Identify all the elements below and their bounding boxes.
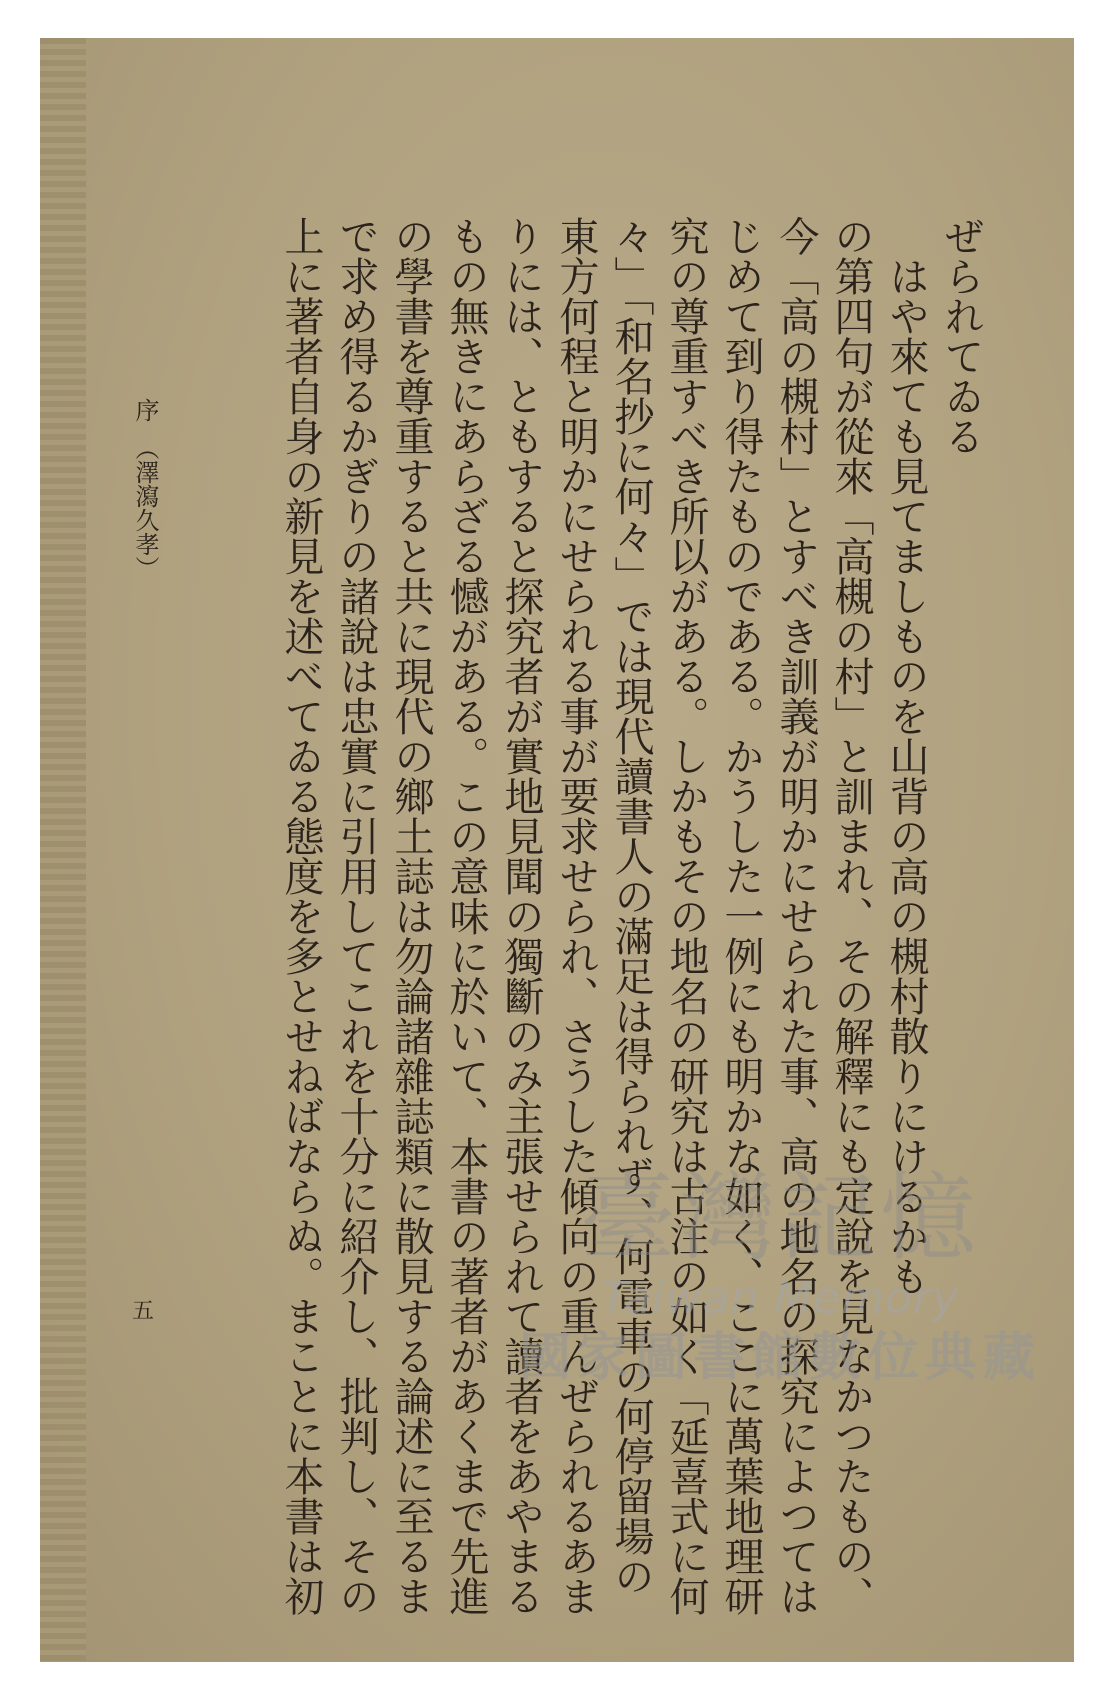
author-name: （澤瀉久孝） xyxy=(131,436,159,580)
binding-edge xyxy=(40,38,86,1662)
text-line: 究の尊重すべき所以がある。しかもその地名の研究は古注の如く「延喜式に何 xyxy=(663,216,709,1616)
watermark xyxy=(495,1163,1065,1413)
text-line: 東方何程と明かにせられる事が要求せられ、さうした傾向の重んぜられるあま xyxy=(553,216,599,1616)
running-footer xyxy=(128,398,163,1398)
text-line: 上に著者自身の新見を述べてゐる態度を多とせねばならぬ。まことに本書は初 xyxy=(278,216,324,1616)
watermark-organization: 國家圖書館數位典藏 xyxy=(518,1328,1041,1388)
page-number: 五 xyxy=(132,1299,155,1324)
watermark-english: Taiwan Memory xyxy=(600,1273,960,1324)
poem-line: はや來ても見てましものを山背の高の槻村散りにけるかも xyxy=(883,256,929,1296)
text-line: の學書を尊重すると共に現代の鄉土誌は勿論諸雜誌類に散見する論述に至るま xyxy=(388,216,434,1616)
section-label: 序 xyxy=(131,398,159,422)
text-line: 々」「和名抄に何々」では現代讀書人の滿足は得られず、何電車の何停留場の xyxy=(608,216,654,1596)
text-line: ぜられてゐる xyxy=(938,216,984,456)
scanned-page xyxy=(40,38,1074,1662)
text-line: 今「高の槻村」とすべき訓義が明かにせられた事、高の地名の探究によつては xyxy=(773,216,819,1616)
text-line: もの無きにあらざる憾がある。この意味に於いて、本書の著者があくまで先進 xyxy=(443,216,489,1616)
text-line: の第四句が從來「高槻の村」と訓まれ、その解釋にも定說を見なかつたもの、 xyxy=(828,216,874,1616)
text-line: じめて到り得たものである。かうした一例にも明かな如く、ここに萬葉地理研 xyxy=(718,216,764,1616)
text-line: りには、ともすると探究者が實地見聞の獨斷のみ主張せられて讀者をあやまる xyxy=(498,216,544,1616)
watermark-calligraphy: 臺灣記憶 xyxy=(580,1162,980,1274)
text-line: で求め得るかぎりの諸說は忠實に引用してこれを十分に紹介し、批判し、その xyxy=(333,216,379,1616)
